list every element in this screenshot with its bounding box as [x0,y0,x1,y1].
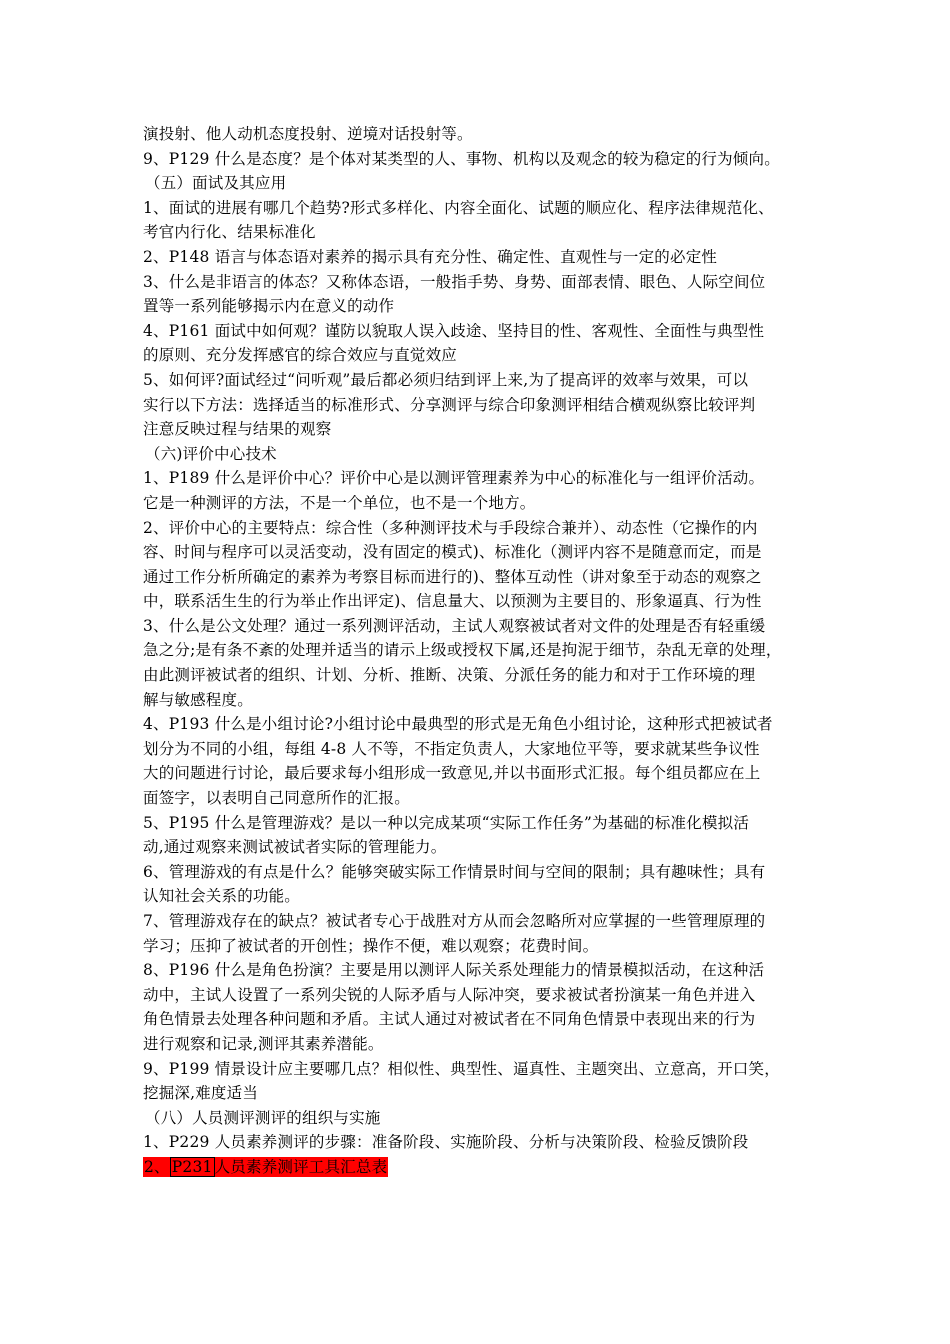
text-line: 进行观察和记录,测评其素养潜能。 [143,1034,384,1053]
text-line: 认知社会关系的功能。 [143,887,301,906]
text-line: 动,通过观察来测试被试者实际的管理能力。 [143,838,447,857]
text-line: 1、面试的进展有哪几个趋势?形式多样化、内容全面化、试题的顺应化、程序法律规范化、 [143,198,774,217]
section-heading: （八）人员测评测评的组织与实施 [145,1108,381,1127]
text-line: 6、管理游戏的有点是什么？能够突破实际工作情景时间与空间的限制；具有趣味性；具有 [143,862,766,881]
text-line: 中，联系活生生的行为举止作出评定)、信息量大、以预测为主要目的、形象逼真、行为性 [143,592,762,611]
text-line: 挖掘深,难度适当 [143,1084,259,1103]
text-line: 动中，主试人设置了一系列尖锐的人际矛盾与人际冲突，要求被试者扮演某一角色并进入 [143,985,756,1004]
highlighted-line [143,1155,823,1180]
document-body [143,122,823,1180]
text-line: 急之分;是有条不紊的处理并适当的请示上级或授权下属,还是拘泥于细节，杂乱无章的处理， [143,641,782,660]
text-line: 面签字，以表明自己同意所作的汇报。 [143,789,410,808]
text-line: 实行以下方法：选择适当的标准形式、分享测评与综合印象测评相结合横观纵察比较评判 [143,395,756,414]
text-line: 8、P196 什么是角色扮演？主要是用以测评人际关系处理能力的情景模拟活动，在这种活 [143,961,765,980]
section-heading: （六)评价中心技术 [145,444,277,463]
section-heading: （五）面试及其应用 [145,174,287,193]
text-line: 9、P129 什么是态度？是个体对某类型的人、事物、机构以及观念的较为稳定的行为倾向。 [143,149,780,168]
text-line: 注意反映过程与结果的观察 [143,420,332,439]
text-line: 5、如何评?面试经过“问听观”最后都必须归结到评上来,为了提高评的效率与效果，可以 [143,370,749,389]
text-line: 5、P195 什么是管理游戏？是以一种以完成某项“实际工作任务”为基础的标准化模拟活 [143,813,750,832]
text-line: 容、时间与程序可以灵活变动，没有固定的模式)、标准化（测评内容不是随意而定，而是 [143,543,762,562]
text-line: 划分为不同的小组，每组 4-8 人不等，不指定负责人，大家地位平等，要求就某些争议性 [143,739,760,758]
text-line: 通过工作分析所确定的素养为考察目标而进行的)、整体互动性（讲对象至于动态的观察之 [143,567,762,586]
text-line: 学习；压抑了被试者的开创性；操作不便，难以观察；花费时间。 [143,936,599,955]
text-line: 4、P193 什么是小组讨论?小组讨论中最典型的形式是无角色小组讨论，这种形式把被试者 [143,715,773,734]
highlight-prefix: 2、 [144,1157,170,1176]
text-line: 3、什么是非语言的体态？又称体态语，一般指手势、身势、面部表情、眼色、人际空间位 [143,272,766,291]
text-line: 2、P148 语言与体态语对素养的揭示具有充分性、确定性、直观性与一定的必定性 [143,247,718,266]
highlight-text: 人员素养测评工具汇总表 [214,1157,388,1176]
text-line: 演投射、他人动机态度投射、逆境对话投射等。 [143,125,473,143]
text-line: 9、P199 情景设计应主要哪几点？相似性、典型性、逼真性、主题突出、立意高，开口笑， [143,1059,780,1078]
text-line: 由此测评被试者的组织、计划、分析、推断、决策、分派任务的能力和对于工作环境的理 [143,666,756,685]
text-line: 考官内行化、结果标准化 [143,223,316,242]
text-line: 大的问题进行讨论，最后要求每小组形成一致意见,并以书面形式汇报。每个组员都应在上 [143,764,761,783]
text-line: 的原则、充分发挥感官的综合效应与直觉效应 [143,346,458,365]
text-line: 置等一系列能够揭示内在意义的动作 [143,297,395,316]
text-line: 它是一种测评的方法，不是一个单位，也不是一个地方。 [143,493,536,512]
text-line: 角色情景去处理各种问题和矛盾。主试人通过对被试者在不同角色情景中表现出来的行为 [143,1010,756,1029]
text-line: 3、什么是公文处理？通过一系列测评活动，主试人观察被试者对文件的处理是否有轻重缓 [143,616,766,635]
text-line: 1、P229 人员素养测评的步骤：准备阶段、实施阶段、分析与决策阶段、检验反馈阶段 [143,1133,749,1152]
red-highlight [143,1157,388,1177]
text-line: 1、P189 什么是评价中心？评价中心是以测评管理素养为中心的标准化与一组评价活动。 [143,469,765,488]
text-line: 2、评价中心的主要特点：综合性（多种测评技术与手段综合兼并）、动态性（它操作的内 [143,518,758,537]
boxed-page-ref: P231 [171,1157,213,1176]
text-line: 7、管理游戏存在的缺点？被试者专心于战胜对方从而会忽略所对应掌握的一些管理原理的 [143,912,766,930]
text-line: 解与敏感程度。 [143,690,253,709]
text-line: 4、P161 面试中如何观？谨防以貌取人误入歧途、坚持目的性、客观性、全面性与典型性 [143,321,765,340]
